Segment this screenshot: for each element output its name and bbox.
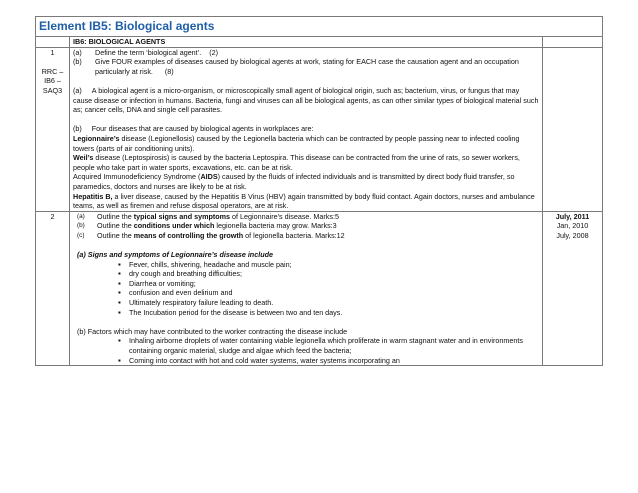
question-number: 2 xyxy=(50,211,55,221)
answer-a: (a) A biological agent is a micro-organism, or microscopically small agent of biological origin, such as; bacterium, virus, or fungus that may cause disease or infection in humans. Bacteria, fungi and viruses can all be biological agents, as can other similar types of biological material such as; cancer cells, DNA and single cell parasites. xyxy=(73,85,539,115)
ref-line: IB6 – xyxy=(44,76,61,86)
row-2-ref-cell xyxy=(36,211,70,366)
ref-line: RRC – xyxy=(41,66,64,76)
disease-hepatitis-b: Hepatitis B, a liver disease, caused by the Hepatitis B Virus (HBV) again transmitted by body fluid contact. Again doctors, nurses and ambulance teams, as well as firemen and refuse disposal operators, are at risk. xyxy=(73,191,535,211)
dates-cell xyxy=(542,211,602,366)
question-table xyxy=(35,16,603,366)
question-a-marks: (2) xyxy=(209,47,219,57)
exam-date: Jan, 2010 xyxy=(556,221,589,231)
question-row-1 xyxy=(36,47,603,211)
question-b: (b) Give FOUR examples of diseases caused by biological agents at work, stating for EACH case the causation agent and an occupation particularly at risk. (8) xyxy=(73,57,519,76)
question-a-text: Define the term ‘biological agent’. xyxy=(95,47,202,57)
document-title: Element IB5: Biological agents xyxy=(36,17,603,37)
list-item: ▪ confusion and even delirium and xyxy=(129,288,539,298)
document-page xyxy=(35,16,603,493)
list-item: ▪ Fever, chills, shivering, headache and muscle pain; xyxy=(129,260,539,270)
row-2-content-cell xyxy=(70,211,543,366)
empty-cell xyxy=(542,47,602,211)
disease-weils: Weil’s disease (Leptospirosis) is caused by the bacteria Leptospira. This disease can be contracted from the urine of rats, so sewer workers, people who take part in water sports, excavations, etc. can be at risk. xyxy=(73,153,520,172)
answer-b-intro: (b) Four diseases that are caused by biological agents in workplaces are: xyxy=(73,124,314,134)
list-item: ▪ dry cough and breathing difficulties; xyxy=(129,269,539,279)
list-item: ▪ Inhaling airborne droplets of water containing viable legionella which proliferate in warm stagnant water and in environments containing organic material, sludge and algae which feed the bacteria; xyxy=(129,336,539,355)
list-item: ▪ Coming into contact with hot and cold water systems, water systems incorporating an xyxy=(129,356,539,366)
list-item: ▪ The Incubation period for the disease is between two and ten days. xyxy=(129,308,539,318)
exam-date: July, 2011 xyxy=(555,211,590,221)
question-a: (a) Define the term ‘biological agent’. (2) xyxy=(73,47,219,57)
question-b-marks: (8) xyxy=(164,66,174,76)
question-b-text: Give FOUR examples of diseases caused by biological agents at work, stating for EACH case the causation agent and an occupation particularly at risk. xyxy=(95,57,519,76)
list-item: ▪ Ultimately respiratory failure leading to death. xyxy=(129,298,539,308)
list-item: ▪ Diarrhea or vomiting; xyxy=(129,279,539,289)
factors-list xyxy=(73,336,539,365)
empty-cell xyxy=(36,37,70,48)
subquestion-b: (b) Outline the conditions under which legionella bacteria may grow. Marks:3 xyxy=(77,221,337,231)
row-1-ref-cell xyxy=(36,47,70,211)
section-header-row xyxy=(36,37,603,48)
disease-aids: Acquired Immunodeficiency Syndrome (AIDS) caused by the fluids of infected individuals and is transmitted by direct body fluid transfer, so paramedics, doctors and nurses are likely to be at risk. xyxy=(73,172,515,191)
section-header: IB6: BIOLOGICAL AGENTS xyxy=(70,37,543,48)
subquestion-a: (a) Outline the typical signs and symptoms of Legionnaire’s disease. Marks:5 xyxy=(77,211,339,221)
question-number: 1 xyxy=(50,47,55,57)
empty-cell xyxy=(542,37,602,48)
symptoms-list xyxy=(73,260,539,318)
answer-b-heading: (b) Factors which may have contributed to the worker contracting the disease include xyxy=(77,326,348,336)
ref-line: SAQ3 xyxy=(42,85,63,95)
subquestion-c: (c) Outline the means of controlling the growth of legionella bacteria. Marks:12 xyxy=(77,230,345,240)
answer-a-heading: (a) Signs and symptoms of Legionnaire’s disease include xyxy=(77,250,273,260)
disease-legionnaires: Legionnaire’s disease (Legionellosis) caused by the Legionella bacteria which can be contracted by people passing near to infected cooling towers (parts of air conditioning units). xyxy=(73,133,520,153)
title-row xyxy=(36,17,603,37)
exam-date: July, 2008 xyxy=(556,230,589,240)
row-1-content-cell xyxy=(70,47,543,211)
answer-a-text: A biological agent is a micro-organism, or microscopically small agent of biological origin, such as; bacterium, virus, or fungus that may cause disease or infection in humans. Bacteria, fungi and viruses can all be biological agents, as can other similar types of biological material such as; cancer cells, DNA and single cell parasites. xyxy=(73,85,539,115)
question-row-2 xyxy=(36,211,603,366)
